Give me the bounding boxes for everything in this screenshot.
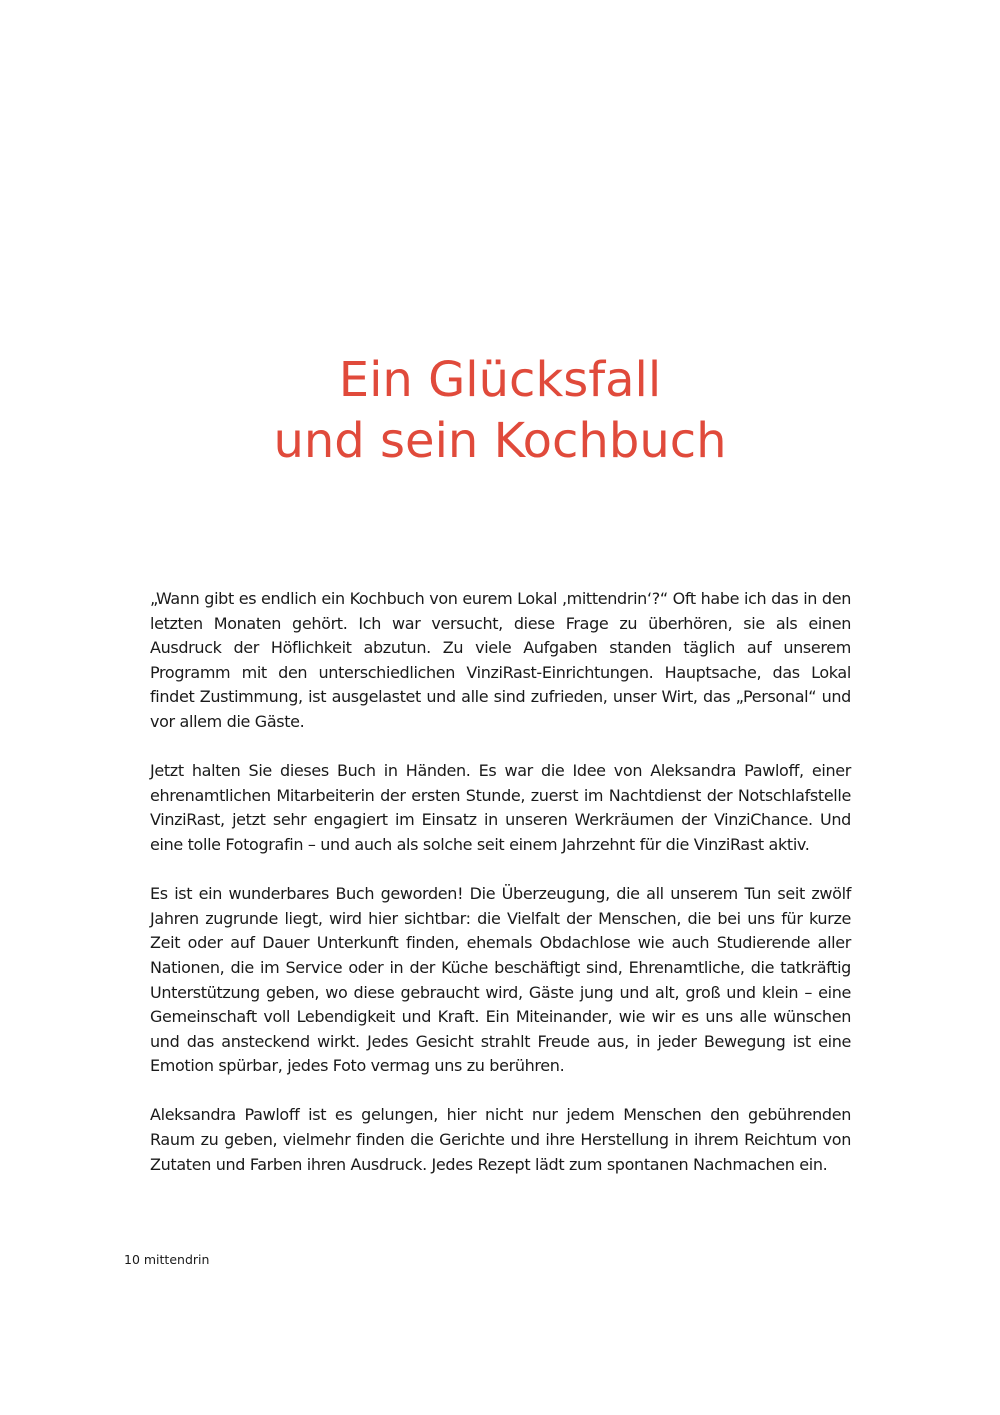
- page-title-line-1: Ein Glücksfall: [338, 352, 662, 409]
- page-title-line-2: und sein Kochbuch: [273, 413, 727, 470]
- paragraph-4: Aleksandra Pawloff ist es gelungen, hier nicht nur jedem Menschen den gebührenden Raum zu geben, vielmehr finden die Gerichte und ihre Herstellung in ihrem Reichtum von Zutaten und Farben ihren Ausdruck. Jedes Rezept lädt zum spontanen Nachmachen ein.: [150, 1105, 851, 1174]
- body-text: [150, 587, 851, 1177]
- paragraph-2: Jetzt halten Sie dieses Buch in Händen. Es war die Idee von Aleksandra Pawloff, einer ehrenamtlichen Mitarbeiterin der ersten Stunde, zuerst im Nachtdienst der Notschlafstelle VinziRast, jetzt sehr engagiert im Einsatz in unseren Werkräumen der VinziChance. Und eine tolle Fotografin – und auch als solche seit einem Jahrzehnt für die VinziRast aktiv.: [150, 761, 851, 854]
- paragraph-3: Es ist ein wunderbares Buch geworden! Die Überzeugung, die all unserem Tun seit zwölf Jahren zugrunde liegt, wird hier sichtbar: die Vielfalt der Menschen, die bei uns für kurze Zeit oder auf Dauer Unterkunft finden, ehemals Obdachlose wie auch Studierende aller Nationen, die im Service oder in der Küche beschäftigt sind, Ehrenamtliche, die tatkräftig Unterstützung geben, wo diese gebraucht wird, Gäste jung und alt, groß und klein – eine Gemeinschaft voll Lebendigkeit und Kraft. Ein Miteinander, wie wir es uns alle wünschen und das ansteckend wirkt. Jedes Gesicht strahlt Freude aus, in jeder Bewegung ist eine Emotion spürbar, jedes Foto vermag uns zu berühren.: [150, 884, 851, 1076]
- page-number-footer: 10 mittendrin: [124, 1252, 210, 1267]
- paragraph-1: „Wann gibt es endlich ein Kochbuch von eurem Lokal ‚mittendrin‘?“ Oft habe ich das in den letzten Monaten gehört. Ich war versucht, diese Frage zu überhören, sie als einen Ausdruck der Höflichkeit abzutun. Zu viele Aufgaben standen täglich auf unserem Programm mit den unterschiedlichen VinziRast-Einrichtungen. Hauptsache, das Lokal findet Zustimmung, ist ausgelastet und alle sind zufrieden, unser Wirt, das „Personal“ und vor allem die Gäste.: [150, 589, 851, 731]
- page-title: [0, 350, 1000, 472]
